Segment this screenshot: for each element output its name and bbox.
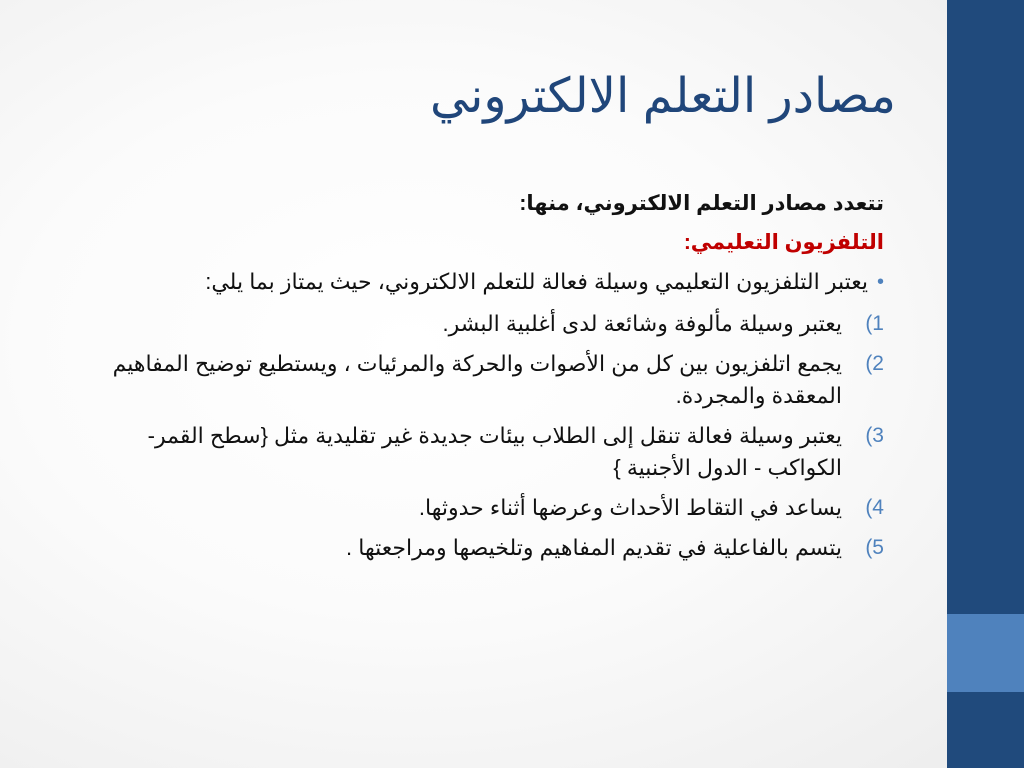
bullet-icon: • (876, 271, 884, 293)
bullet-item (94, 262, 884, 302)
list-item (94, 308, 884, 340)
list-item-number: (3 (865, 424, 884, 447)
list-item (94, 348, 884, 412)
list-item-text: يساعد في التقاط الأحداث وعرضها أثناء حدوثها. (418, 495, 842, 520)
list-item-text: يعتبر وسيلة فعالة تنقل إلى الطلاب بيئات جديدة غير تقليدية مثل {سطح القمر- الكواكب - الدول الأجنبية } (147, 423, 842, 480)
list-item-text: يتسم بالفاعلية في تقديم المفاهيم وتلخيصها ومراجعتها . (346, 535, 842, 560)
slide-title: مصادر التعلم الالكتروني (430, 70, 896, 123)
list-item (94, 420, 884, 484)
list-item-number: (5 (865, 536, 884, 559)
list-item-text: يجمع اتلفزيون بين كل من الأصوات والحركة والمرئيات ، ويستطيع توضيح المفاهيم المعقدة والمجردة. (112, 351, 842, 408)
intro-text: تتعدد مصادر التعلم الالكتروني، منها: (519, 192, 884, 215)
sidebar-accent-block (947, 614, 1024, 692)
list-item-number: (2 (865, 352, 884, 375)
list-item (94, 492, 884, 524)
list-item-number: (4 (865, 496, 884, 519)
list-item-number: (1 (865, 312, 884, 335)
slide-content (94, 184, 884, 572)
bullet-text: يعتبر التلفزيون التعليمي وسيلة فعالة للتعلم الالكتروني، حيث يمتاز بما يلي: (205, 269, 868, 294)
list-item (94, 532, 884, 564)
list-item-text: يعتبر وسيلة مألوفة وشائعة لدى أغلبية البشر. (442, 311, 842, 336)
right-sidebar-bar (947, 0, 1024, 768)
subheading: التلفزيون التعليمي: (683, 231, 884, 254)
